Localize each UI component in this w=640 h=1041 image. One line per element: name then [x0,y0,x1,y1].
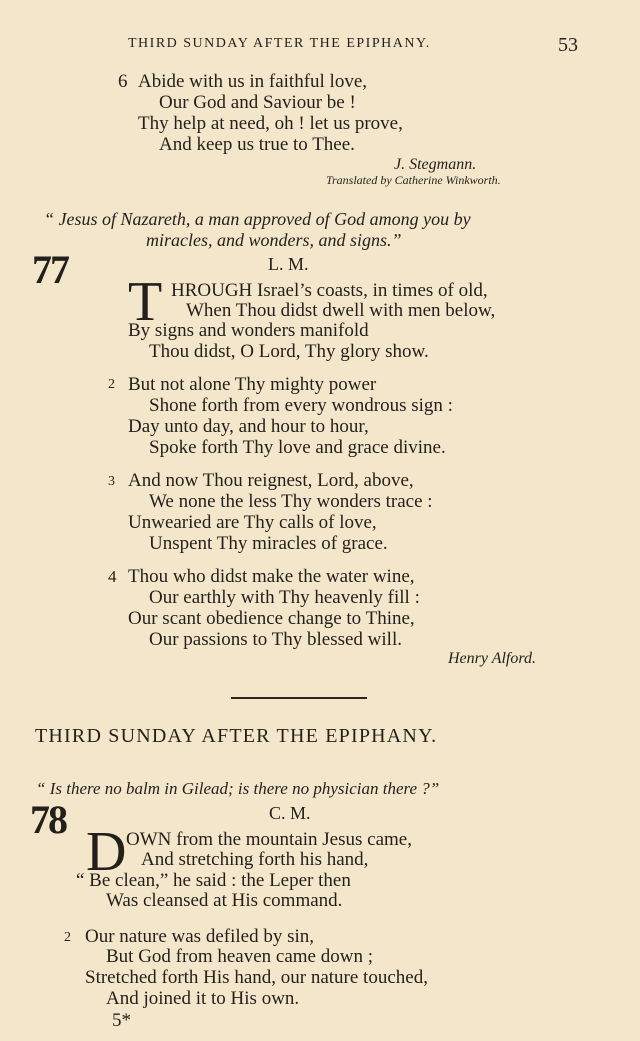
hymn78-s1-line-1: OWN from the mountain Jesus came, [126,829,412,850]
hymn77-stanza3-number: 3 [108,474,115,489]
hymn78-s1-line-4: Was cleansed at His command. [106,890,343,911]
hymn77-s3-line-2: We none the less Thy wonders trace : [149,491,433,512]
hymn77-s4-line-1: Thou who didst make the water wine, [128,566,415,587]
hymn77-meter: L. M. [268,254,309,274]
hymn77-s1-line-2: When Thou didst dwell with men below, [186,300,496,321]
hymn77-epigraph-line-1: “ Jesus of Nazareth, a man approved of God among you by [44,209,471,229]
hymn77-s1-line-1: HROUGH Israel’s coasts, in times of old, [171,280,488,301]
hymn78-stanza2-number: 2 [64,930,71,945]
hymn77-s4-line-4: Our passions to Thy blessed will. [149,629,402,650]
hymn77-s2-line-2: Shone forth from every wondrous sign : [149,395,453,416]
hymn78-s2-line-2: But God from heaven came down ; [106,946,373,967]
hymn77-s2-line-3: Day unto day, and hour to hour, [128,416,369,437]
prev-stanza-number: 6 [118,71,128,92]
hymn77-s3-line-4: Unspent Thy miracles of grace. [149,533,388,554]
hymn77-stanza2-number: 2 [108,377,115,392]
hymn78-s1-line-2: And stretching forth his hand, [141,849,369,870]
hymn78-meter: C. M. [269,803,311,823]
section-heading: THIRD SUNDAY AFTER THE EPIPHANY. [35,725,438,747]
hymn78-s1-line-3: “ Be clean,” he said : the Leper then [76,870,351,891]
hymn78-number: 78 [30,797,66,842]
hymn77-epigraph-line-2: miracles, and wonders, and signs.” [146,230,402,250]
hymn77-s3-line-1: And now Thou reignest, Lord, above, [128,470,414,491]
prev-line-3: Thy help at need, oh ! let us prove, [138,113,403,134]
section-divider [231,697,367,699]
prev-line-2: Our God and Saviour be ! [159,92,356,113]
prev-line-1: Abide with us in faithful love, [138,71,368,92]
hymn77-stanza4-number: 4 [108,567,117,586]
prev-author: J. Stegmann. [394,156,477,173]
signature-mark: 5* [112,1010,131,1031]
hymn78-s2-line-3: Stretched forth His hand, our nature touched, [85,967,428,988]
hymn77-s2-line-1: But not alone Thy mighty power [128,374,377,395]
hymn78-epigraph: “ Is there no balm in Gilead; is there no physician there ?” [36,779,440,798]
hymn77-s4-line-2: Our earthly with Thy heavenly fill : [149,587,420,608]
running-head-title: THIRD SUNDAY AFTER THE EPIPHANY. [128,36,431,51]
hymn78-drop-cap: D [86,821,127,883]
hymn78-s2-line-4: And joined it to His own. [106,988,300,1009]
hymn77-s3-line-3: Unwearied are Thy calls of love, [128,512,377,533]
hymn77-s4-line-3: Our scant obedience change to Thine, [128,608,415,629]
hymn77-author: Henry Alford. [448,650,536,667]
hymn77-s1-line-4: Thou didst, O Lord, Thy glory show. [149,341,429,362]
hymn77-number: 77 [32,247,68,292]
hymn77-s1-line-3: By signs and wonders manifold [128,320,369,341]
prev-line-4: And keep us true to Thee. [159,134,355,155]
hymn77-drop-cap: T [128,271,163,333]
page-number: 53 [558,34,578,56]
hymn78-s2-line-1: Our nature was defiled by sin, [85,926,314,947]
hymn77-s2-line-4: Spoke forth Thy love and grace divine. [149,437,446,458]
prev-translator: Translated by Catherine Winkworth. [326,173,501,187]
